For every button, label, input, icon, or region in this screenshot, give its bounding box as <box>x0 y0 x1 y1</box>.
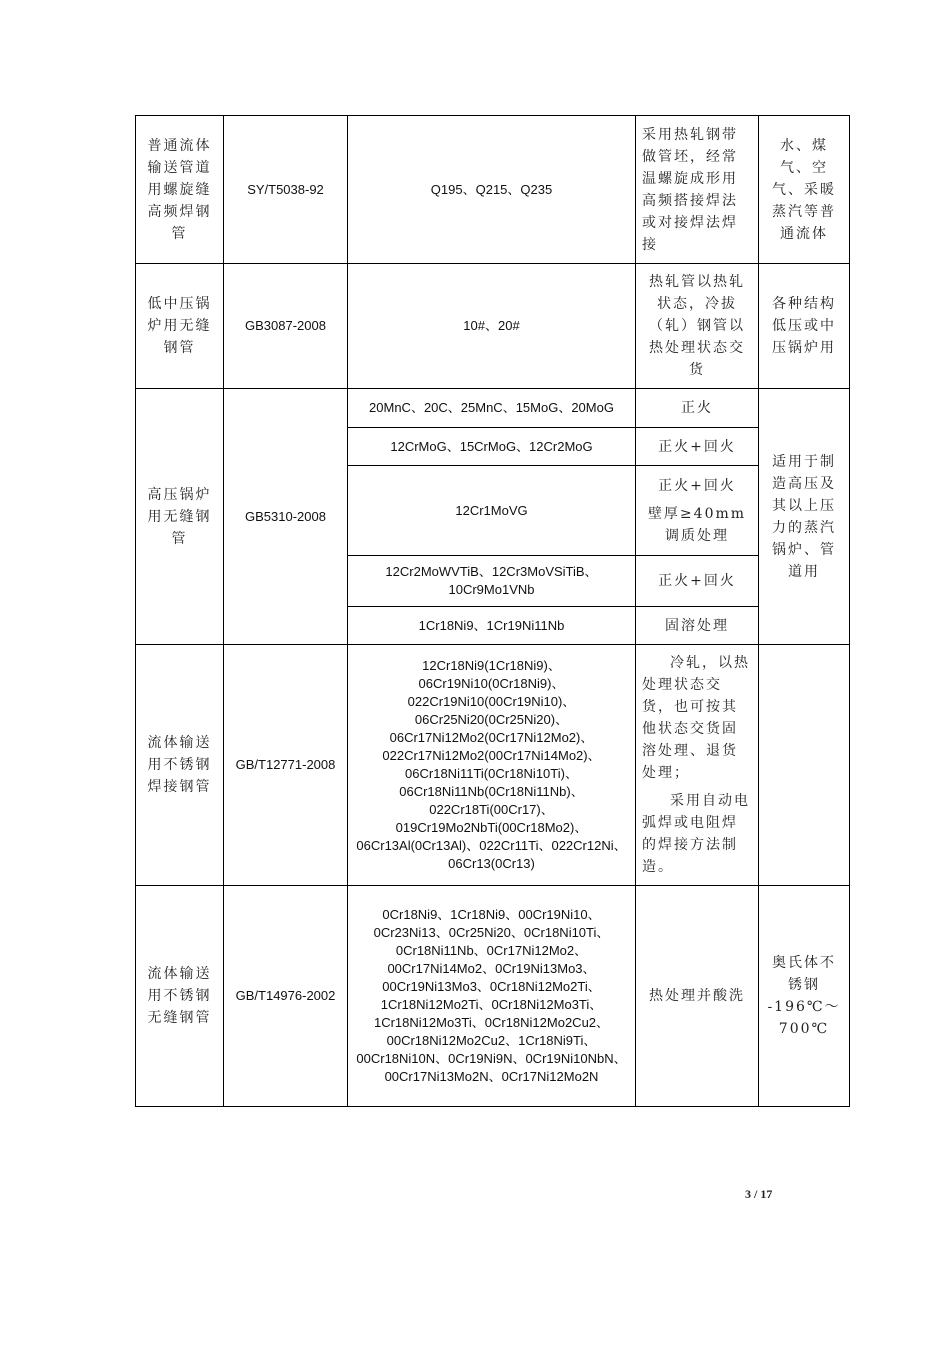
table-row <box>136 645 850 886</box>
table-row <box>136 116 850 264</box>
application-cell: 各种结构低压或中压锅炉用 <box>759 264 850 389</box>
pipe-name-cell: 流体输送用不锈钢焊接钢管 <box>136 645 224 886</box>
process-note: 壁厚≥40mm 调质处理 <box>647 505 747 544</box>
temperature-range: -196℃～700℃ <box>767 999 841 1037</box>
pipe-name-cell: 普通流体输送管道用螺旋缝高频焊钢管 <box>136 116 224 264</box>
steel-grade-cell: 12Cr2MoWVTiB、12Cr3MoVSiTiB、10Cr9Mo1VNb <box>348 556 636 607</box>
steel-grade-cell: Q195、Q215、Q235 <box>348 116 636 264</box>
page-number: 3 / 17 <box>745 1187 773 1201</box>
standard-cell: GB/T12771-2008 <box>224 645 348 886</box>
process-cell: 采用热轧钢带做管坯，经常温螺旋成形用高频搭接焊法或对接焊法焊接 <box>636 116 759 264</box>
application-cell: 水、煤气、空气、采暖蒸汽等普通流体 <box>759 116 850 264</box>
process-cell: 热处理并酸洗 <box>636 886 759 1107</box>
steel-grade-cell: 0Cr18Ni9、1Cr18Ni9、00Cr19Ni10、0Cr23Ni13、0Cr25Ni20、0Cr18Ni10Ti、0Cr18Ni11Nb、0Cr17Ni12Mo2、00Cr17Ni14Mo2、0Cr19Ni13Mo3、00Cr19Ni13Mo3、0Cr18Ni12Mo2Ti、1Cr18Ni12Mo2Ti、0Cr18Ni12Mo3Ti、1Cr18Ni12Mo3Ti、0Cr18Ni12Mo2Cu2、00Cr18Ni12Mo2Cu2、1Cr18Ni9Ti、00Cr18Ni10N、0Cr19Ni9N、0Cr19Ni10NbN、00Cr17Ni13Mo2N、0Cr17Ni12Mo2N <box>348 886 636 1107</box>
process-cell: 正火 <box>636 389 759 428</box>
table-row <box>136 264 850 389</box>
application-text: 奥氏体不锈钢 <box>772 955 836 993</box>
process-cell <box>636 466 759 556</box>
standard-cell: GB5310-2008 <box>224 389 348 645</box>
pipe-name-cell: 流体输送用不锈钢无缝钢管 <box>136 886 224 1107</box>
process-line: 冷轧，以热处理状态交货，也可按其他状态交货固溶处理、退货处理； <box>642 655 750 781</box>
table-row <box>136 886 850 1107</box>
process-line: 正火+回火 <box>658 477 736 494</box>
process-cell: 正火+回火 <box>636 556 759 607</box>
steel-grade-cell: 12Cr18Ni9(1Cr18Ni9)、06Cr19Ni10(0Cr18Ni9)、022Cr19Ni10(00Cr19Ni10)、06Cr25Ni20(0Cr25Ni20)、06Cr17Ni12Mo2(0Cr17Ni12Mo2)、022Cr17Ni12Mo2(00Cr17Ni14Mo2)、06Cr18Ni11Ti(0Cr18Ni10Ti)、06Cr18Ni11Nb(0Cr18Ni11Nb)、022Cr18Ti(00Cr17)、019Cr19Mo2NbTi(00Cr18Mo2)、06Cr13Al(0Cr13Al)、022Cr11Ti、022Cr12Ni、06Cr13(0Cr13) <box>348 645 636 886</box>
process-cell: 正火+回火 <box>636 428 759 466</box>
standard-cell: GB3087-2008 <box>224 264 348 389</box>
application-cell <box>759 886 850 1107</box>
process-cell: 固溶处理 <box>636 607 759 645</box>
application-cell <box>759 645 850 886</box>
process-cell: 热轧管以热轧状态，冷拔（轧）钢管以热处理状态交货 <box>636 264 759 389</box>
table-row <box>136 389 850 428</box>
standard-cell: SY/T5038-92 <box>224 116 348 264</box>
process-cell <box>636 645 759 886</box>
steel-grade-cell: 20MnC、20C、25MnC、15MoG、20MoG <box>348 389 636 428</box>
steel-grade-cell: 1Cr18Ni9、1Cr19Ni11Nb <box>348 607 636 645</box>
steel-grade-cell: 10#、20# <box>348 264 636 389</box>
application-cell: 适用于制造高压及其以上压力的蒸汽锅炉、管道用 <box>759 389 850 645</box>
process-note: 采用自动电弧焊或电阻焊的焊接方法制造。 <box>642 793 750 875</box>
steel-grade-cell: 12CrMoG、15CrMoG、12Cr2MoG <box>348 428 636 466</box>
standard-cell: GB/T14976-2002 <box>224 886 348 1107</box>
steel-pipe-spec-table <box>135 115 850 1107</box>
steel-grade-cell: 12Cr1MoVG <box>348 466 636 556</box>
pipe-name-cell: 低中压锅炉用无缝钢管 <box>136 264 224 389</box>
pipe-name-cell: 高压锅炉用无缝钢管 <box>136 389 224 645</box>
